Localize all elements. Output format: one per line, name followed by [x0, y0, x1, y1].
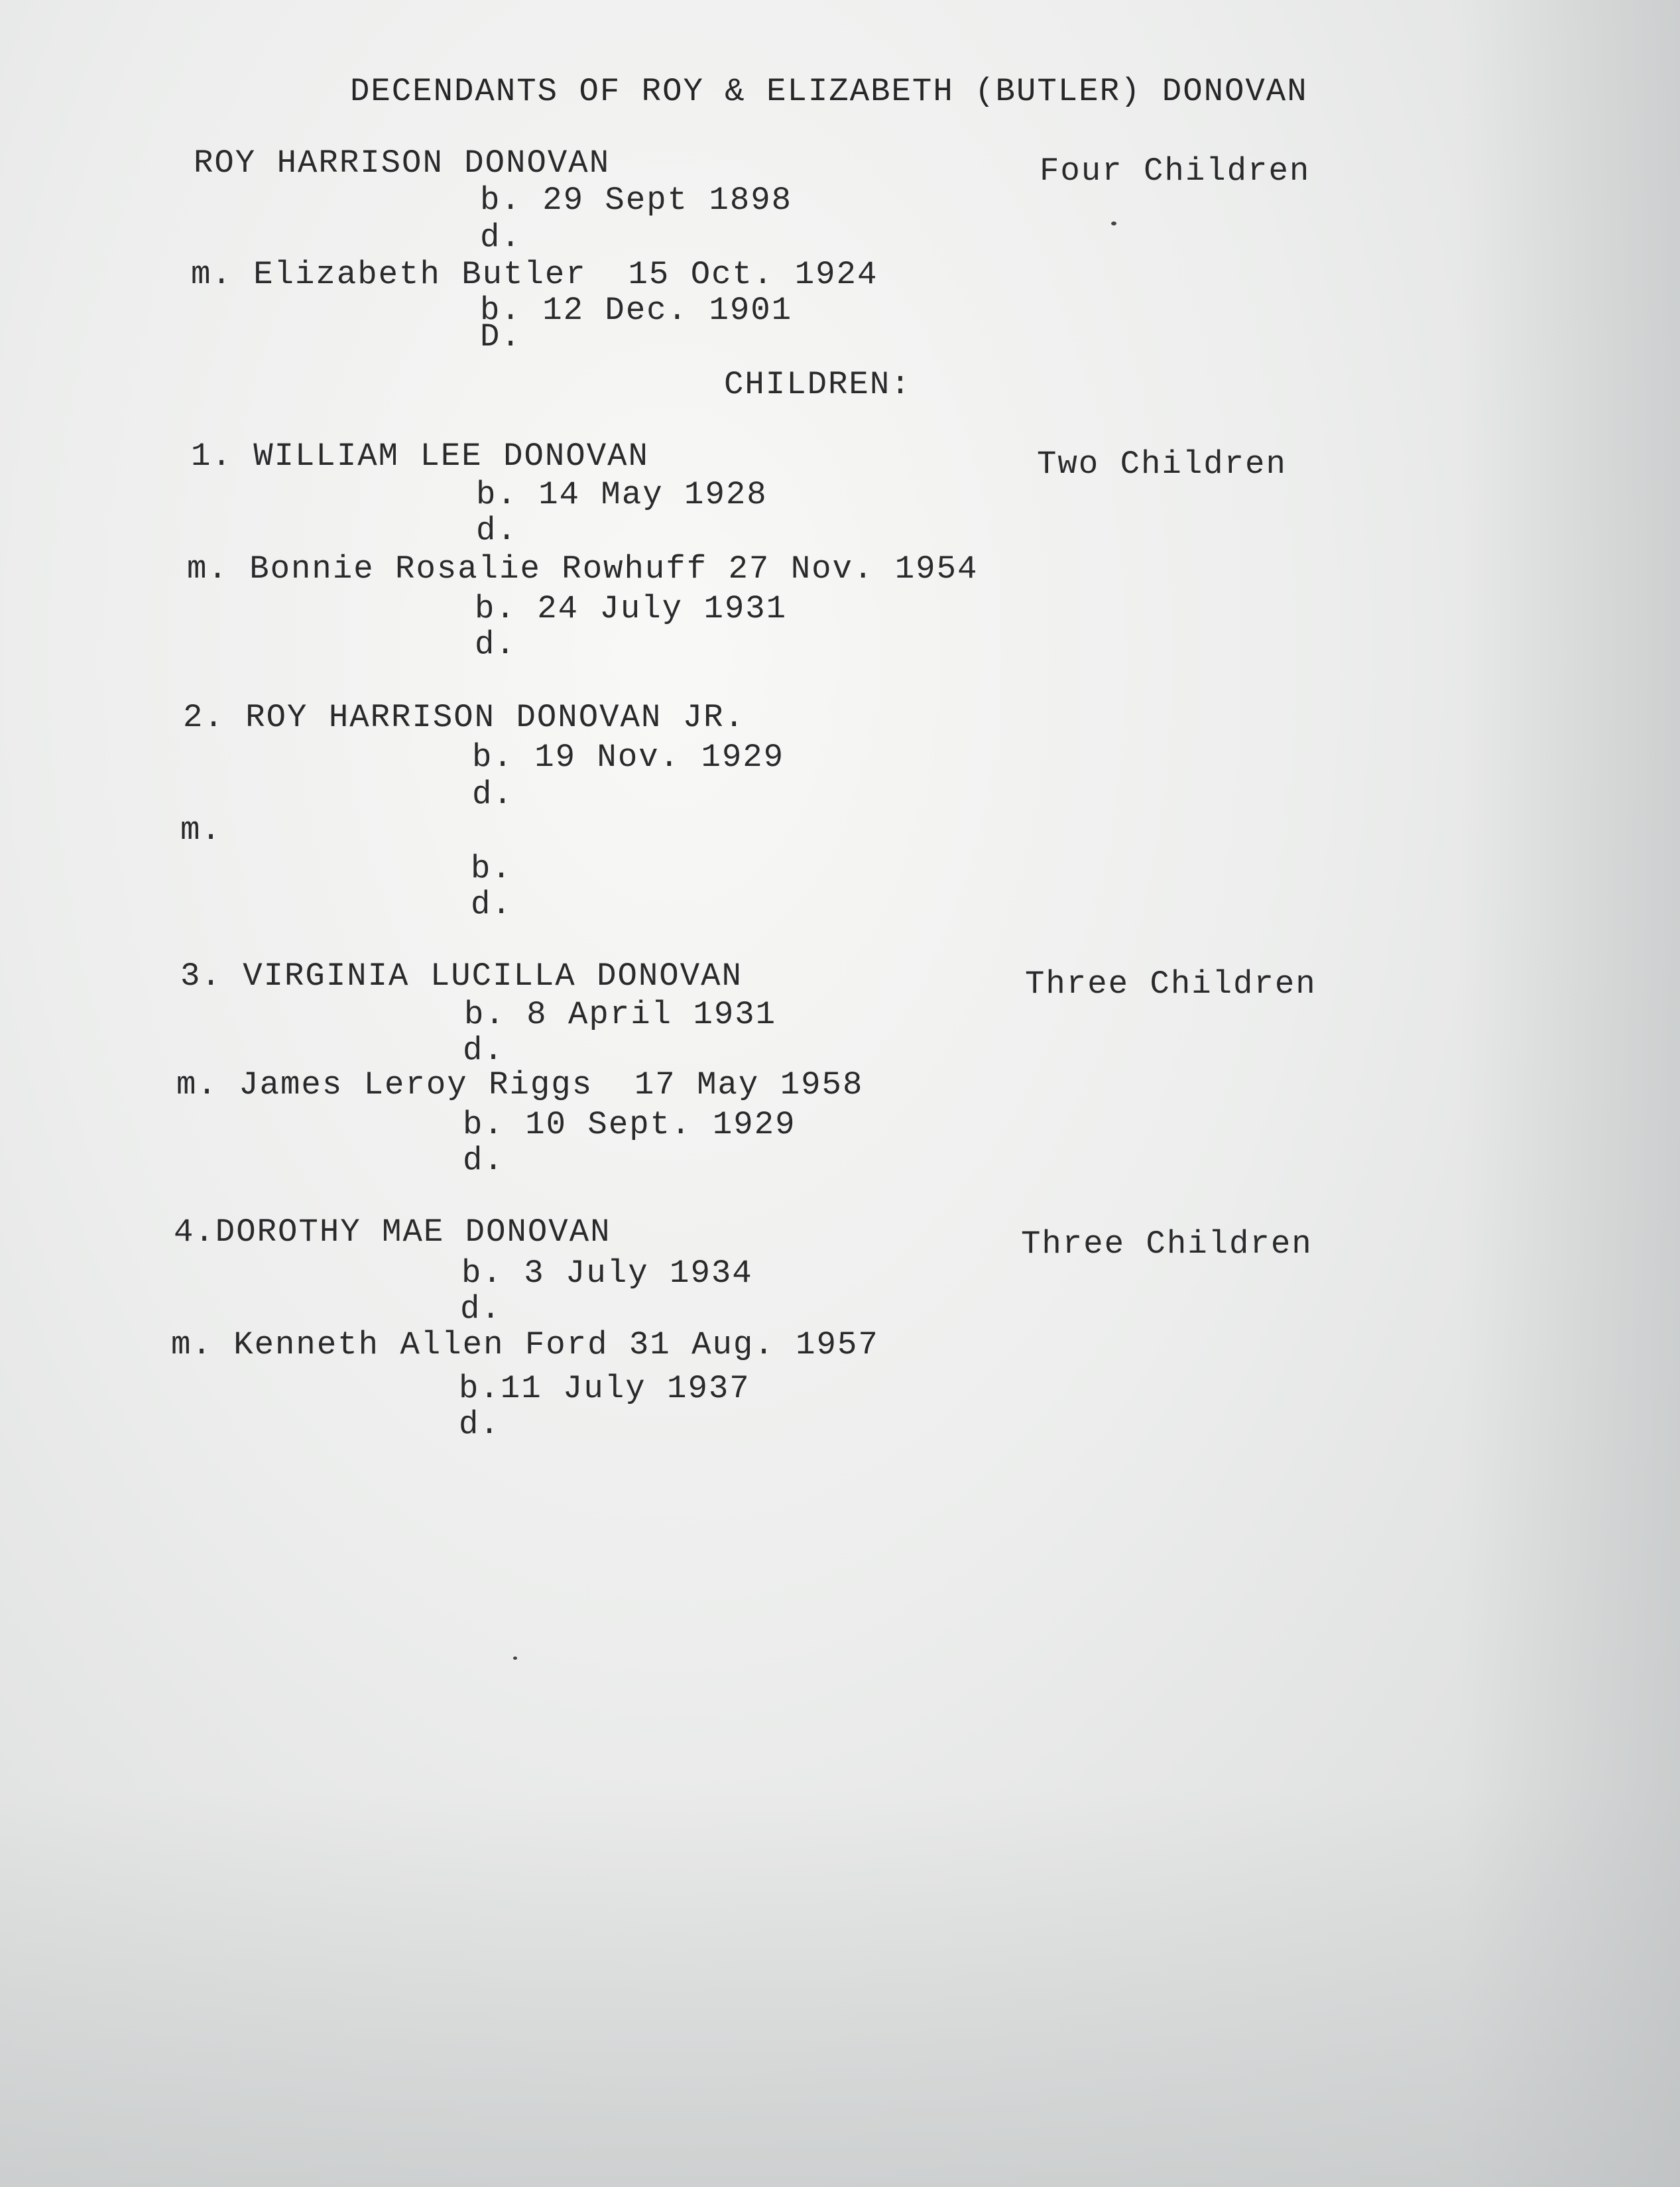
child-1-spouse-born: b. 24 July 1931: [475, 590, 788, 627]
ink-speck: [1111, 221, 1116, 225]
child-1-born: b. 14 May 1928: [476, 476, 768, 513]
child-2-spouse-born: b.: [471, 850, 512, 887]
child-4-married: m. Kenneth Allen Ford 31 Aug. 1957: [171, 1326, 879, 1363]
child-4-children-count: Three Children: [1021, 1225, 1313, 1263]
document-title: DECENDANTS OF ROY & ELIZABETH (BUTLER) DONOVAN: [350, 73, 1308, 110]
ink-speck: [513, 1656, 517, 1660]
parent-died: d.: [480, 219, 522, 256]
child-1-children-count: Two Children: [1037, 446, 1287, 483]
child-2-spouse-died: d.: [471, 886, 512, 923]
child-3-name: 3. VIRGINIA LUCILLA DONOVAN: [180, 958, 743, 995]
child-2-died: d.: [472, 776, 514, 813]
parent-spouse-born: b. 12 Dec. 1901: [480, 292, 793, 329]
child-1-married: m. Bonnie Rosalie Rowhuff 27 Nov. 1954: [187, 550, 979, 588]
child-2-married: m.: [180, 812, 222, 849]
child-3-spouse-died: d.: [463, 1142, 505, 1179]
child-1-name: 1. WILLIAM LEE DONOVAN: [191, 438, 649, 475]
child-3-died: d.: [463, 1032, 505, 1069]
child-3-spouse-born: b. 10 Sept. 1929: [463, 1106, 796, 1143]
child-4-spouse-born: b.11 July 1937: [459, 1370, 750, 1407]
child-3-married: m. James Leroy Riggs 17 May 1958: [176, 1066, 864, 1103]
child-2-name: 2. ROY HARRISON DONOVAN JR.: [183, 699, 745, 736]
child-4-born: b. 3 July 1934: [461, 1255, 753, 1292]
child-2-born: b. 19 Nov. 1929: [472, 739, 785, 776]
child-4-spouse-died: d.: [459, 1406, 501, 1443]
children-heading: CHILDREN:: [724, 366, 912, 403]
child-3-born: b. 8 April 1931: [464, 996, 777, 1033]
child-1-spouse-died: d.: [475, 626, 516, 663]
paper-shadow-bottom: [0, 1790, 1680, 2187]
parent-children-count: Four Children: [1040, 153, 1311, 190]
child-1-died: d.: [476, 512, 518, 549]
parent-spouse-died: D.: [480, 318, 522, 355]
paper-shadow-right: [1459, 0, 1680, 2187]
child-4-died: d.: [460, 1290, 502, 1328]
parent-name: ROY HARRISON DONOVAN: [194, 145, 611, 182]
child-3-children-count: Three Children: [1025, 966, 1317, 1003]
child-4-name: 4.DOROTHY MAE DONOVAN: [174, 1214, 611, 1251]
parent-married: m. Elizabeth Butler 15 Oct. 1924: [191, 256, 878, 293]
parent-born: b. 29 Sept 1898: [480, 182, 793, 219]
